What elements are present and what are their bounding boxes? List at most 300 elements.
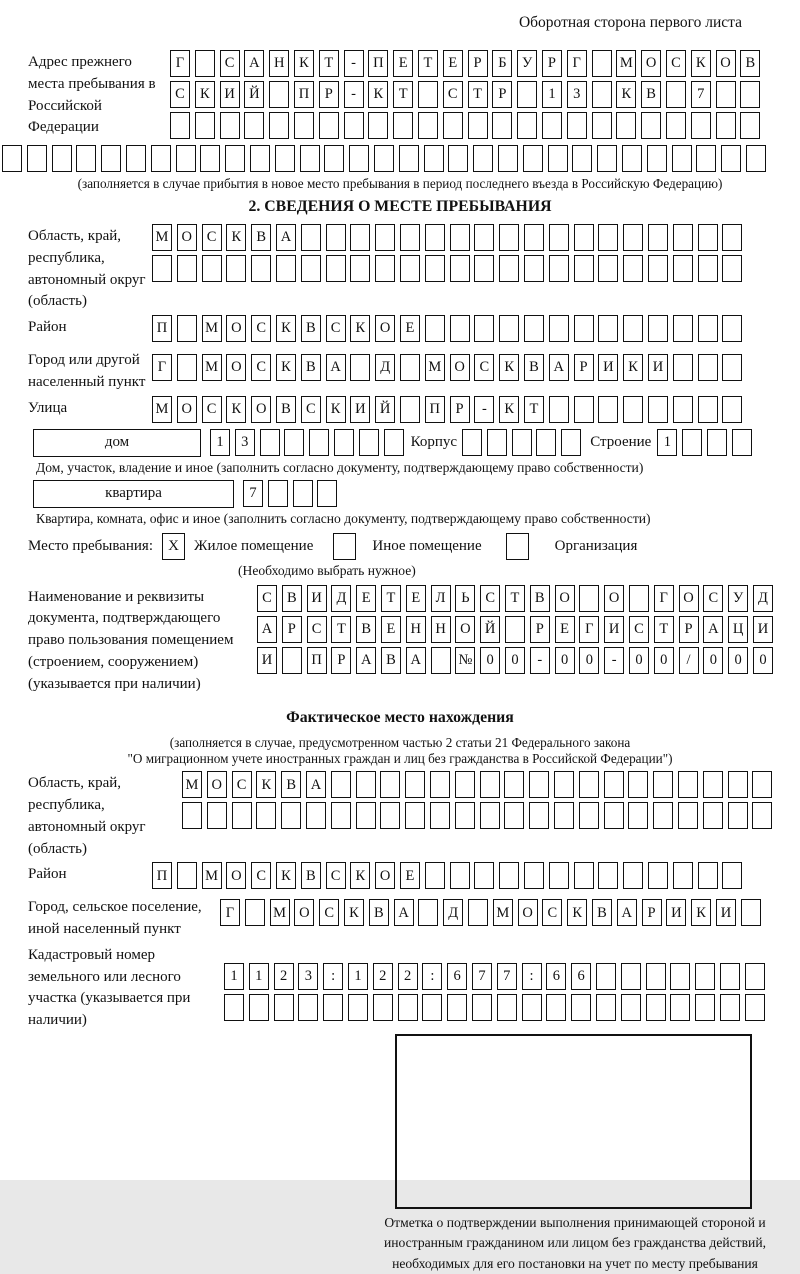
char-cell: П xyxy=(152,315,172,342)
char-cell: Д xyxy=(753,585,773,612)
char-cell xyxy=(448,145,468,172)
char-cell xyxy=(425,862,445,889)
char-cell: Г xyxy=(567,50,587,77)
char-cell: С xyxy=(443,81,463,108)
char-cell xyxy=(177,354,197,381)
char-cell: К xyxy=(691,50,711,77)
char-cell xyxy=(177,255,197,282)
char-cell xyxy=(592,81,612,108)
char-cell: С xyxy=(232,771,252,798)
char-cell xyxy=(425,224,445,251)
char-cell xyxy=(399,145,419,172)
char-cell xyxy=(598,224,618,251)
cell-row-rayon xyxy=(152,315,800,342)
cell-row-fact-rayon xyxy=(152,862,800,889)
char-cell xyxy=(571,994,591,1021)
char-cell: Е xyxy=(443,50,463,77)
char-cell: К xyxy=(326,396,346,423)
char-cell xyxy=(529,771,549,798)
char-cell xyxy=(554,802,574,829)
char-cell: 0 xyxy=(555,647,575,674)
char-cell xyxy=(393,112,413,139)
char-cell: Д xyxy=(443,899,463,926)
char-cell: Р xyxy=(679,616,699,643)
char-cell xyxy=(326,255,346,282)
char-cell xyxy=(549,255,569,282)
char-cell xyxy=(126,145,146,172)
actual-location-note-1: (заполняется в случае, предусмотренном частью 2 статьи 21 Федерального закона xyxy=(169,735,631,751)
char-cell xyxy=(249,994,269,1021)
char-cell xyxy=(522,994,542,1021)
char-cell xyxy=(400,396,420,423)
char-cell xyxy=(698,354,718,381)
char-cell: Е xyxy=(381,616,401,643)
char-cell: А xyxy=(326,354,346,381)
char-cell: Р xyxy=(319,81,339,108)
char-cell: А xyxy=(617,899,637,926)
char-cell: Л xyxy=(431,585,451,612)
prev-address-note: (заполняется в случае прибытия в новое место пребывания в период последнего въезда в Российскую Федерацию) xyxy=(77,176,723,191)
char-cell: И xyxy=(716,899,736,926)
char-cell xyxy=(574,224,594,251)
char-cell: Е xyxy=(406,585,426,612)
char-cell: О xyxy=(604,585,624,612)
char-cell xyxy=(722,255,742,282)
char-cell: 0 xyxy=(480,647,500,674)
char-cell: 7 xyxy=(691,81,711,108)
char-cell: У xyxy=(517,50,537,77)
char-cell xyxy=(574,255,594,282)
cell-row-prev-address-4 xyxy=(2,145,800,172)
char-cell xyxy=(554,771,574,798)
char-cell xyxy=(349,145,369,172)
char-cell xyxy=(450,862,470,889)
char-cell xyxy=(368,112,388,139)
char-cell: И xyxy=(666,899,686,926)
char-cell: Д xyxy=(331,585,351,612)
char-cell xyxy=(499,224,519,251)
char-cell: А xyxy=(394,899,414,926)
char-cell: О xyxy=(716,50,736,77)
char-cell xyxy=(752,802,772,829)
char-cell xyxy=(646,994,666,1021)
char-cell xyxy=(648,255,668,282)
char-cell: 1 xyxy=(224,963,244,990)
fact-gorod-label: Город, сельское поселение, иной населенный пункт xyxy=(28,899,202,937)
char-cell xyxy=(546,994,566,1021)
char-cell xyxy=(623,396,643,423)
char-cell: 3 xyxy=(298,963,318,990)
char-cell xyxy=(350,354,370,381)
char-cell: Е xyxy=(393,50,413,77)
char-cell: Т xyxy=(654,616,674,643)
char-cell: И xyxy=(753,616,773,643)
char-cell xyxy=(722,224,742,251)
char-cell xyxy=(306,802,326,829)
fact-oblast-label: Область, край, республика, автономный округ (область) xyxy=(28,775,146,857)
kvartira-row xyxy=(33,480,800,508)
char-cell xyxy=(517,81,537,108)
char-cell xyxy=(529,802,549,829)
char-cell xyxy=(703,802,723,829)
char-cell: Н xyxy=(406,616,426,643)
char-cell xyxy=(202,255,222,282)
char-cell: И xyxy=(598,354,618,381)
char-cell xyxy=(177,862,197,889)
char-cell: Н xyxy=(269,50,289,77)
char-cell xyxy=(226,255,246,282)
kadastr-rows xyxy=(224,943,800,1025)
char-cell: Р xyxy=(492,81,512,108)
char-cell: К xyxy=(226,224,246,251)
char-cell xyxy=(269,112,289,139)
char-cell: К xyxy=(567,899,587,926)
char-cell xyxy=(499,255,519,282)
char-cell xyxy=(752,771,772,798)
char-cell xyxy=(281,802,301,829)
char-cell: Т xyxy=(319,50,339,77)
char-cell xyxy=(293,480,313,507)
char-cell: О xyxy=(177,224,197,251)
char-cell: У xyxy=(728,585,748,612)
char-cell xyxy=(653,802,673,829)
char-cell xyxy=(323,994,343,1021)
char-cell xyxy=(698,224,718,251)
char-cell: Й xyxy=(480,616,500,643)
char-cell: В xyxy=(301,354,321,381)
char-cell xyxy=(698,315,718,342)
char-cell: С xyxy=(202,396,222,423)
char-cell: И xyxy=(220,81,240,108)
char-cell: : xyxy=(422,963,442,990)
char-cell xyxy=(523,145,543,172)
char-cell: Г xyxy=(220,899,240,926)
char-cell: О xyxy=(375,862,395,889)
char-cell xyxy=(101,145,121,172)
char-cell: С xyxy=(542,899,562,926)
kadastr-label: Кадастровый номер земельного или лесного участка (указывается при наличии) xyxy=(28,946,191,1028)
char-cell xyxy=(641,112,661,139)
char-cell xyxy=(400,255,420,282)
char-cell: 3 xyxy=(235,429,255,456)
cell-row-prev-address-1 xyxy=(170,50,800,77)
char-cell: 0 xyxy=(505,647,525,674)
char-cell: О xyxy=(226,354,246,381)
char-cell xyxy=(359,429,379,456)
char-cell xyxy=(549,396,569,423)
checkbox-org xyxy=(506,533,529,560)
char-cell: Г xyxy=(579,616,599,643)
char-cell xyxy=(455,771,475,798)
char-cell: К xyxy=(276,862,296,889)
char-cell: Й xyxy=(244,81,264,108)
char-cell xyxy=(373,994,393,1021)
char-cell: О xyxy=(375,315,395,342)
char-cell: С xyxy=(251,354,271,381)
char-cell: В xyxy=(641,81,661,108)
char-cell: Е xyxy=(555,616,575,643)
char-cell: Т xyxy=(468,81,488,108)
char-cell xyxy=(653,771,673,798)
char-cell: В xyxy=(381,647,401,674)
char-cell: А xyxy=(549,354,569,381)
char-cell xyxy=(696,145,716,172)
actual-location-title: Фактическое место нахождения xyxy=(286,709,514,727)
char-cell xyxy=(648,396,668,423)
char-cell: И xyxy=(350,396,370,423)
mesto-note: (Необходимо выбрать нужное) xyxy=(238,562,416,578)
char-cell: О xyxy=(679,585,699,612)
char-cell xyxy=(450,315,470,342)
gorod-label: Город или другой населенный пункт xyxy=(28,352,146,390)
field-prev-address xyxy=(0,50,800,143)
char-cell xyxy=(244,112,264,139)
char-cell: О xyxy=(177,396,197,423)
char-cell: П xyxy=(368,50,388,77)
char-cell xyxy=(450,255,470,282)
char-cell xyxy=(232,802,252,829)
char-cell xyxy=(317,480,337,507)
char-cell xyxy=(425,255,445,282)
char-cell: И xyxy=(604,616,624,643)
char-cell: О xyxy=(641,50,661,77)
fact-rayon-label: Район xyxy=(28,866,67,883)
char-cell: В xyxy=(592,899,612,926)
char-cell xyxy=(256,802,276,829)
char-cell xyxy=(524,224,544,251)
char-cell: С xyxy=(202,224,222,251)
char-cell: Ц xyxy=(728,616,748,643)
char-cell xyxy=(728,771,748,798)
char-cell: И xyxy=(648,354,668,381)
char-cell: 0 xyxy=(629,647,649,674)
field-oblast xyxy=(0,224,800,313)
char-cell: Г xyxy=(170,50,190,77)
char-cell: В xyxy=(530,585,550,612)
char-cell: С xyxy=(629,616,649,643)
kvartira-box: квартира xyxy=(33,480,234,508)
char-cell xyxy=(224,994,244,1021)
char-cell xyxy=(728,802,748,829)
char-cell: В xyxy=(276,396,296,423)
char-cell xyxy=(195,50,215,77)
char-cell xyxy=(301,255,321,282)
char-cell: М xyxy=(202,315,222,342)
char-cell: 1 xyxy=(348,963,368,990)
char-cell: - xyxy=(344,50,364,77)
char-cell xyxy=(344,112,364,139)
char-cell xyxy=(579,771,599,798)
char-cell xyxy=(648,224,668,251)
char-cell: В xyxy=(251,224,271,251)
char-cell xyxy=(621,963,641,990)
mesto-row xyxy=(28,533,800,560)
char-cell xyxy=(251,255,271,282)
char-cell xyxy=(673,224,693,251)
char-cell xyxy=(284,429,304,456)
char-cell xyxy=(380,802,400,829)
char-cell: О xyxy=(294,899,314,926)
char-cell xyxy=(356,802,376,829)
char-cell xyxy=(350,255,370,282)
char-cell xyxy=(720,963,740,990)
char-cell: О xyxy=(450,354,470,381)
char-cell: Т xyxy=(381,585,401,612)
char-cell xyxy=(269,81,289,108)
char-cell xyxy=(673,862,693,889)
char-cell: П xyxy=(425,396,445,423)
char-cell xyxy=(698,862,718,889)
char-cell xyxy=(524,315,544,342)
char-cell: С xyxy=(326,862,346,889)
char-cell xyxy=(455,802,475,829)
char-cell xyxy=(260,429,280,456)
char-cell xyxy=(722,862,742,889)
char-cell xyxy=(447,994,467,1021)
char-cell xyxy=(703,771,723,798)
char-cell: С xyxy=(257,585,277,612)
char-cell xyxy=(350,224,370,251)
char-cell: С xyxy=(220,50,240,77)
char-cell: О xyxy=(251,396,271,423)
cell-row-fact-gorod xyxy=(220,899,800,926)
char-cell xyxy=(450,224,470,251)
char-cell xyxy=(76,145,96,172)
field-gorod xyxy=(0,348,800,394)
char-cell xyxy=(745,963,765,990)
field-rayon xyxy=(0,315,800,346)
char-cell: 7 xyxy=(472,963,492,990)
char-cell: Т xyxy=(418,50,438,77)
field-ulitsa xyxy=(0,396,800,427)
char-cell xyxy=(220,112,240,139)
char-cell xyxy=(598,315,618,342)
char-cell: А xyxy=(306,771,326,798)
char-cell: 0 xyxy=(703,647,723,674)
char-cell xyxy=(672,145,692,172)
char-cell xyxy=(422,994,442,1021)
char-cell xyxy=(498,145,518,172)
char-cell: 0 xyxy=(728,647,748,674)
char-cell xyxy=(504,771,524,798)
char-cell: С xyxy=(170,81,190,108)
char-cell: Р xyxy=(450,396,470,423)
char-cell xyxy=(487,429,507,456)
cell-row-document-1 xyxy=(257,585,800,612)
char-cell xyxy=(646,963,666,990)
char-cell xyxy=(517,112,537,139)
char-cell xyxy=(598,396,618,423)
char-cell: С xyxy=(474,354,494,381)
char-cell xyxy=(623,862,643,889)
char-cell: 6 xyxy=(447,963,467,990)
char-cell xyxy=(492,112,512,139)
char-cell: Р xyxy=(468,50,488,77)
cell-row-fact-oblast-2 xyxy=(182,802,800,829)
char-cell xyxy=(468,112,488,139)
char-cell xyxy=(177,315,197,342)
cell-row-prev-address-2 xyxy=(170,81,800,108)
char-cell xyxy=(579,802,599,829)
char-cell: Р xyxy=(542,50,562,77)
char-cell xyxy=(374,145,394,172)
char-cell xyxy=(405,771,425,798)
char-cell: К xyxy=(350,315,370,342)
char-cell: 6 xyxy=(571,963,591,990)
char-cell xyxy=(418,899,438,926)
char-cell xyxy=(623,315,643,342)
char-cell: Р xyxy=(530,616,550,643)
inoe-label: Иное помещение xyxy=(372,537,482,554)
char-cell xyxy=(670,963,690,990)
char-cell xyxy=(480,802,500,829)
char-cell: Е xyxy=(400,862,420,889)
char-cell xyxy=(574,315,594,342)
oblast-label: Область, край, республика, автономный округ (область) xyxy=(28,228,146,310)
char-cell xyxy=(592,112,612,139)
char-cell: 7 xyxy=(243,480,263,507)
char-cell: О xyxy=(518,899,538,926)
char-cell: Г xyxy=(654,585,674,612)
char-cell xyxy=(294,112,314,139)
char-cell xyxy=(2,145,22,172)
char-cell: М xyxy=(616,50,636,77)
zhiloe-label: Жилое помещение xyxy=(194,537,314,554)
char-cell xyxy=(666,112,686,139)
cell-row-stroenie xyxy=(657,429,751,456)
char-cell: П xyxy=(152,862,172,889)
org-label: Организация xyxy=(554,537,638,554)
char-cell: И xyxy=(257,647,277,674)
char-cell: М xyxy=(152,396,172,423)
char-cell: Ь xyxy=(455,585,475,612)
char-cell xyxy=(673,255,693,282)
stroenie-label: Строение xyxy=(590,434,652,450)
char-cell xyxy=(27,145,47,172)
char-cell xyxy=(716,112,736,139)
char-cell: В xyxy=(740,50,760,77)
char-cell xyxy=(722,396,742,423)
char-cell: О xyxy=(207,771,227,798)
char-cell: Б xyxy=(492,50,512,77)
cell-row-korpus xyxy=(462,429,581,456)
char-cell: М xyxy=(202,354,222,381)
char-cell xyxy=(430,802,450,829)
char-cell xyxy=(375,255,395,282)
char-cell: К xyxy=(294,50,314,77)
char-cell: В xyxy=(356,616,376,643)
cell-row-ulitsa xyxy=(152,396,800,423)
char-cell xyxy=(629,585,649,612)
char-cell xyxy=(574,862,594,889)
char-cell: Н xyxy=(431,616,451,643)
char-cell: М xyxy=(202,862,222,889)
char-cell xyxy=(628,771,648,798)
char-cell: - xyxy=(530,647,550,674)
char-cell xyxy=(276,255,296,282)
char-cell: В xyxy=(282,585,302,612)
char-cell: С xyxy=(307,616,327,643)
char-cell xyxy=(474,862,494,889)
char-cell: В xyxy=(281,771,301,798)
char-cell: А xyxy=(257,616,277,643)
char-cell xyxy=(298,994,318,1021)
char-cell xyxy=(324,145,344,172)
char-cell xyxy=(319,112,339,139)
dom-note: Дом, участок, владение и иное (заполнить согласно документу, подтверждающему право собственности) xyxy=(36,459,644,475)
char-cell xyxy=(398,994,418,1021)
char-cell xyxy=(207,802,227,829)
